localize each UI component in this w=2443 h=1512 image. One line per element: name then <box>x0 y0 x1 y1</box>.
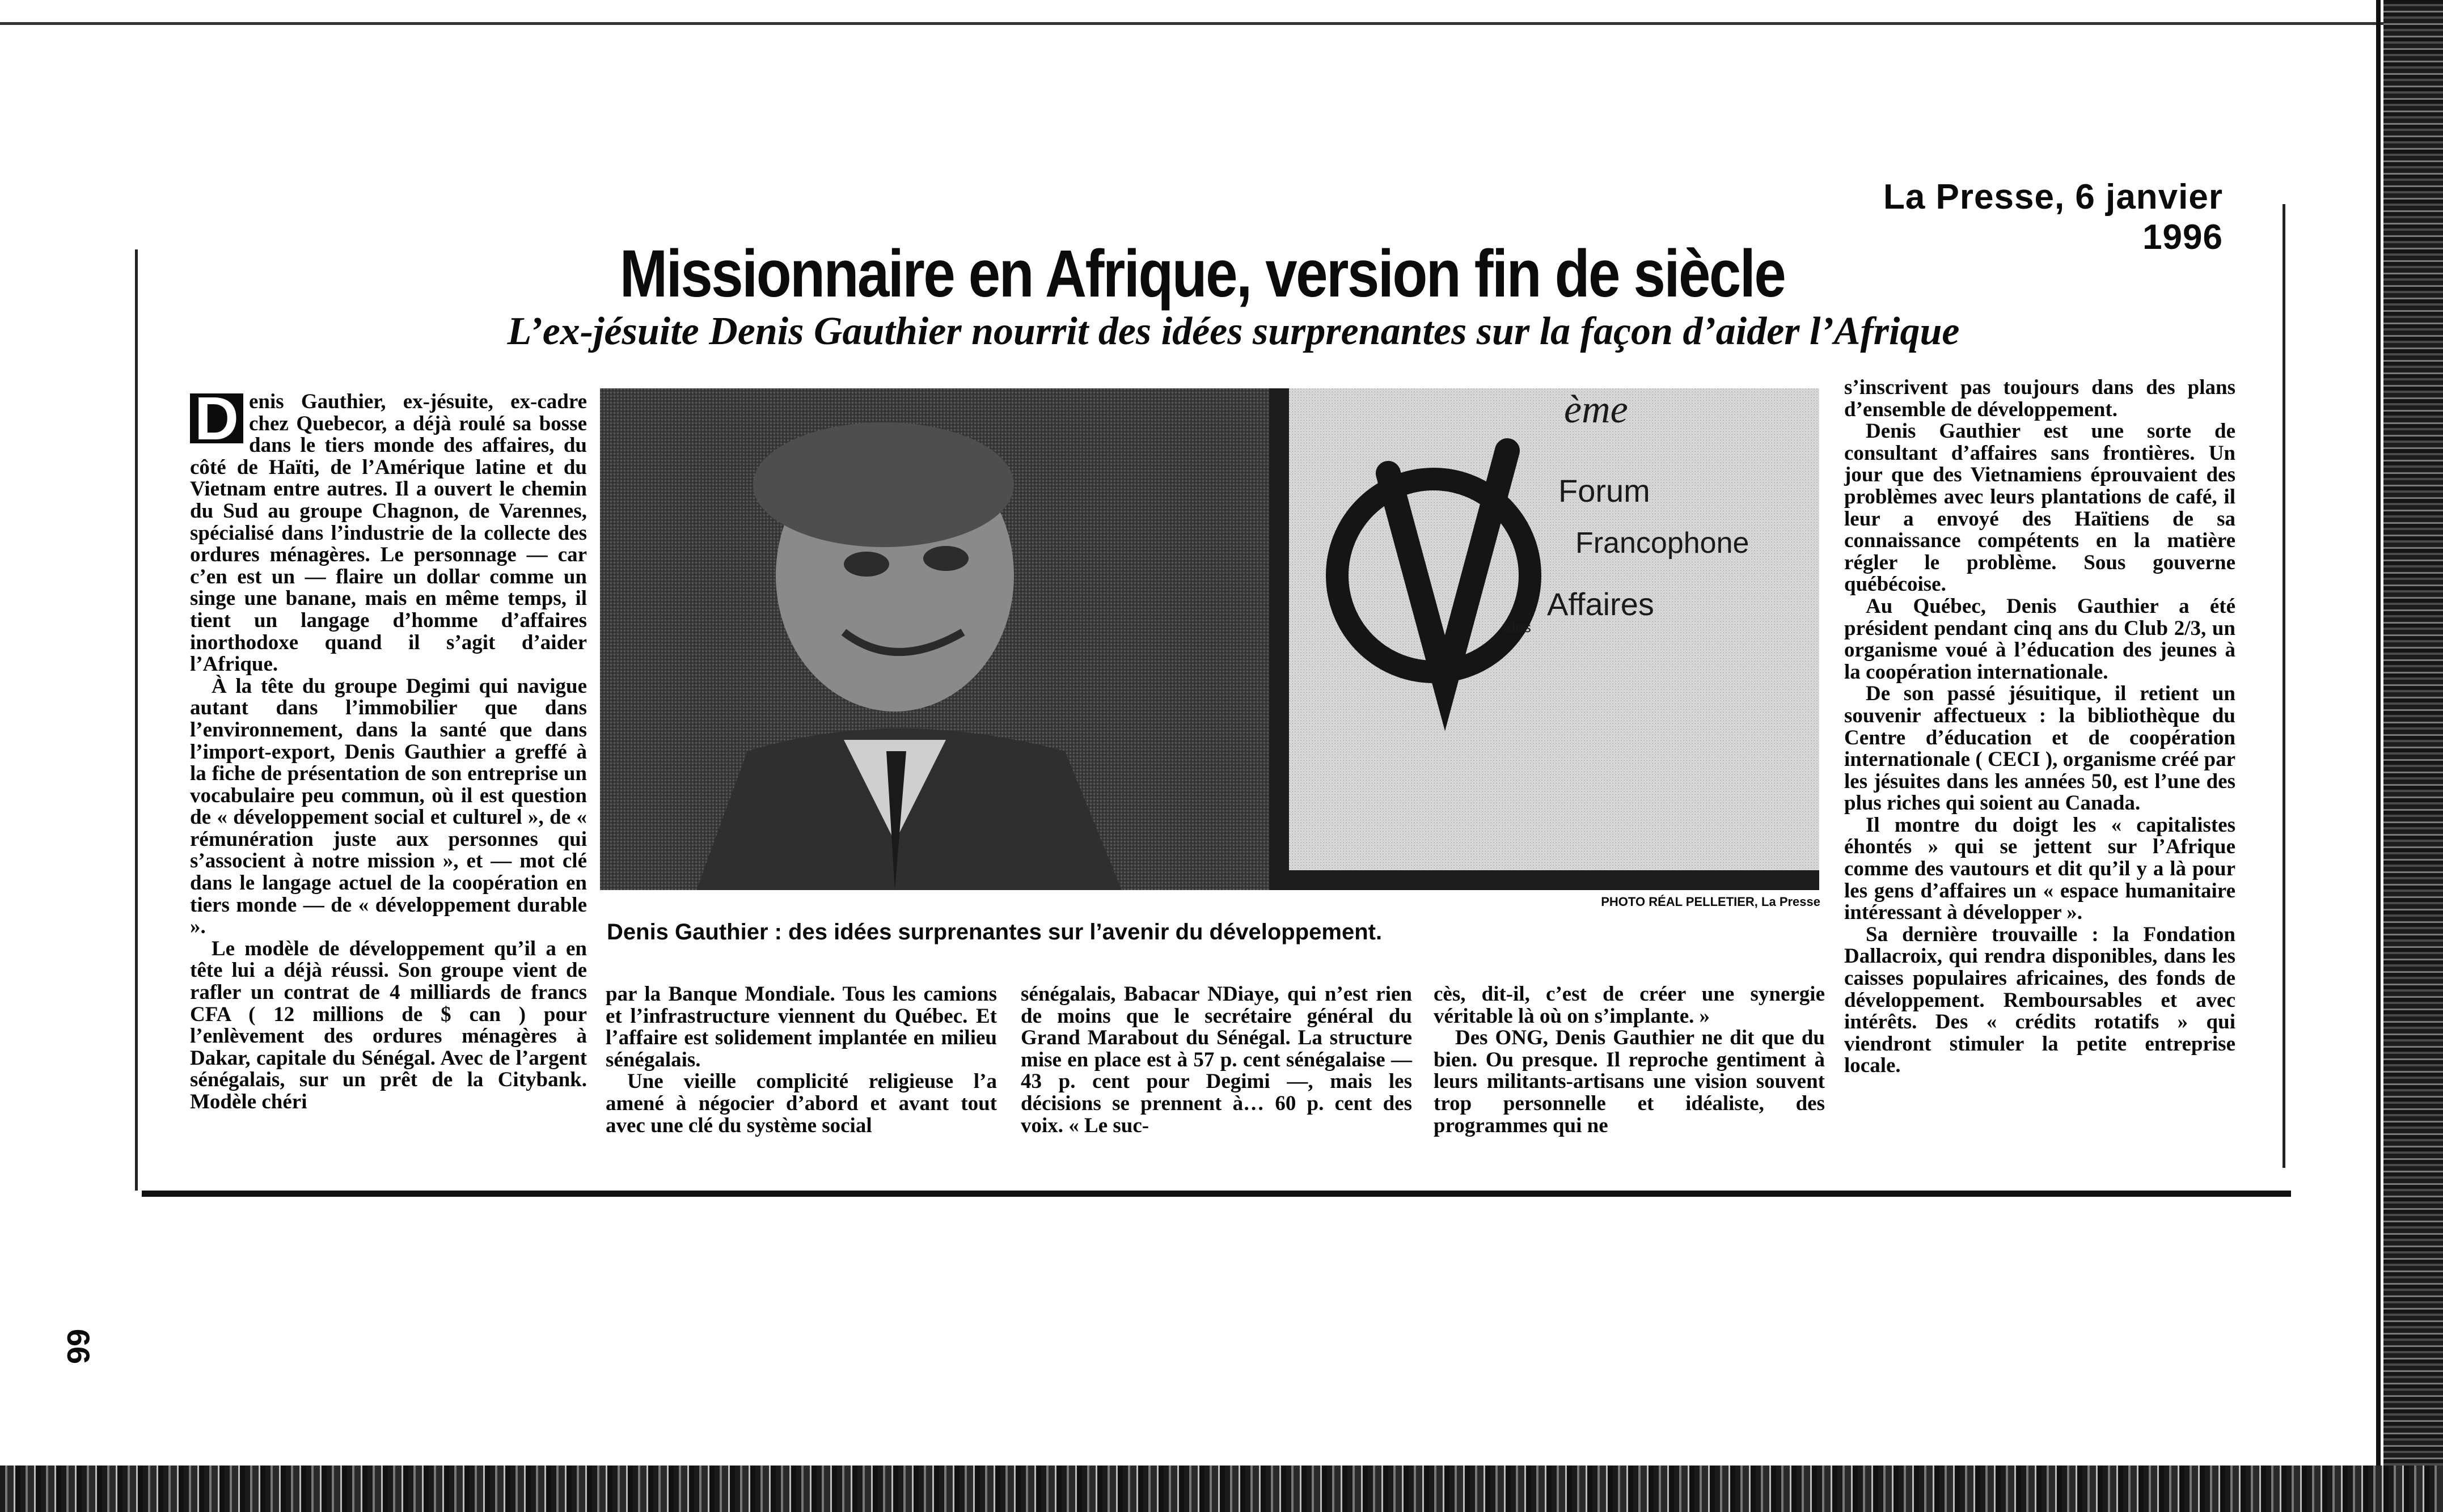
paragraph: Au Québec, Denis Gauthier a été président pendant cinq ans du Club 2/3, un organisme voué à l’éducation des jeunes à la coopération internationale. <box>1844 594 2235 684</box>
dropcap: D <box>190 393 243 443</box>
photo-image <box>600 388 1819 890</box>
paragraph: De son passé jésuitique, il retient un souvenir affectueux : la bibliothèque du Centre d’éducation et de coopération internationale ( CECI ), organisme créé par les jésuites dans les années 50, est l’une des plus riches qui soient au Canada. <box>1844 682 2235 815</box>
article-column-1 <box>190 384 587 1113</box>
sign-text: Francophone <box>1575 527 1749 560</box>
sign-text: ème <box>1564 388 1628 431</box>
clipping-rule-right <box>2283 204 2285 1168</box>
article-column-5 <box>1844 377 2235 1077</box>
paragraph: Une vieille complicité religieuse l’a amené à négocier d’abord et avant tout avec une clé du système social <box>606 1070 997 1137</box>
paragraph: Il montre du doigt les « capitalistes éhontés » qui se jettent sur l’Afrique comme des vautours et dit qu’il y a là pour les gens d’affaires un « espace humanitaire intéressant à développer ». <box>1844 813 2235 925</box>
paragraph: Le modèle de développement qu’il a en tête lui a déjà réussi. Son groupe vient de rafler un contrat de 4 milliards de francs CFA ( 12 millions de $ can ) pour l’enlèvement des ordures ménagères à Dakar, capitale du Sénégal. Avec de l’argent sénégalais, sur un prêt de la Citybank. Modèle chéri <box>190 937 587 1113</box>
article-column-2 <box>606 984 997 1137</box>
paragraph: s’inscrivent pas toujours dans des plans d’ensemble de développement. <box>1844 376 2235 421</box>
sign-text: des <box>1507 619 1531 636</box>
paragraph: Sa dernière trouvaille : la Fondation Dallacroix, qui rendra disponibles, dans les caisses populaires africaines, des fonds de développement. Remboursables et avec intérêts. Des « crédits rotatifs » qui viendront stimuler la petite entreprise locale. <box>1844 922 2235 1078</box>
article-column-3 <box>1021 984 1412 1137</box>
paragraph: cès, dit-il, c’est de créer une synergie véritable là où on s’implante. » <box>1434 982 1825 1028</box>
scan-right-edge <box>2383 0 2443 1512</box>
scan-bottom-edge <box>0 1466 2443 1512</box>
scan-binding-line <box>2376 0 2381 1512</box>
paragraph: D enis Gauthier, ex-jésuite, ex-cadre chez Quebecor, a déjà roulé sa bosse dans le tiers monde des affaires, du côté de Haïti, de l’Amérique latine et du Vietnam entre autres. Il a ouvert le chemin du Sud au groupe Chagnon, de Varennes, spécialisé dans l’industrie de la collecte des ordures ménagères. Le personnage — car c’en est un — flaire un dollar comme un singe une banane, mais en même temps, il tient un langage d’homme d’affaires inorthodoxe quand il s’agit d’aider l’Afrique. <box>190 384 587 676</box>
forum-sign <box>1269 388 1819 890</box>
photo-caption: Denis Gauthier : des idées surprenantes sur l’avenir du développement. <box>607 920 1383 945</box>
paragraph: Des ONG, Denis Gauthier ne dit que du bien. Ou presque. Il reproche gentiment à leurs militants-artisans une vision souvent trop personnelle et idéaliste, des programmes qui ne <box>1434 1026 1825 1137</box>
page-number: 66 <box>61 1328 96 1365</box>
sign-text: Affaires <box>1547 586 1654 622</box>
paragraph: sénégalais, Babacar NDiaye, qui n’est rien de moins que le secrétaire général du Grand Marabout du Sénégal. La structure mise en place est à 57 p. cent sénégalaise — 43 p. cent pour Degimi —, mais les décisions se prennent à… 60 p. cent des voix. « Le suc- <box>1021 982 1412 1137</box>
headline: Missionnaire en Afrique, version fin de siècle <box>619 236 1785 311</box>
photo-credit: PHOTO RÉAL PELLETIER, La Presse <box>1601 895 1820 909</box>
paragraph: Denis Gauthier est une sorte de consultant d’affaires sans frontières. Un jour que des Vietnamiens éprouvaient des problèmes avec leurs plantations de café, il leur a envoyé des Haïtiens de sa connaissance compétents en la matière régler le problème. Sous gouverne québécoise. <box>1844 420 2235 596</box>
paragraph: À la tête du groupe Degimi qui navigue autant dans l’immobilier que dans l’environnement, dans la santé que dans l’import-export, Denis Gauthier a greffé à la fiche de présentation de son entreprise un vocabulaire peu commun, où il est question de « développement social et culturel », de « rémunération juste aux personnes qui s’associent à notre mission », et — mot clé dans le langage actuel de la coopération en tiers monde — de « développement durable ». <box>190 674 587 939</box>
deck: L’ex-jésuite Denis Gauthier nourrit des idées surprenantes sur la façon d’aider l’Afrique <box>507 310 1960 353</box>
source-line: La Presse, 6 janvier 1996 <box>1883 177 2223 257</box>
article-column-4 <box>1434 984 1825 1137</box>
scan-top-edge <box>0 0 2443 25</box>
clipping-rule-bottom <box>142 1191 2291 1197</box>
article-photo <box>600 388 1819 890</box>
sign-text: Forum <box>1558 473 1650 509</box>
paragraph: par la Banque Mondiale. Tous les camions et l’infrastructure viennent du Québec. Et l’affaire est solidement implantée en milieu sénégalais. <box>606 982 997 1071</box>
clipping-rule-left <box>135 249 138 1191</box>
